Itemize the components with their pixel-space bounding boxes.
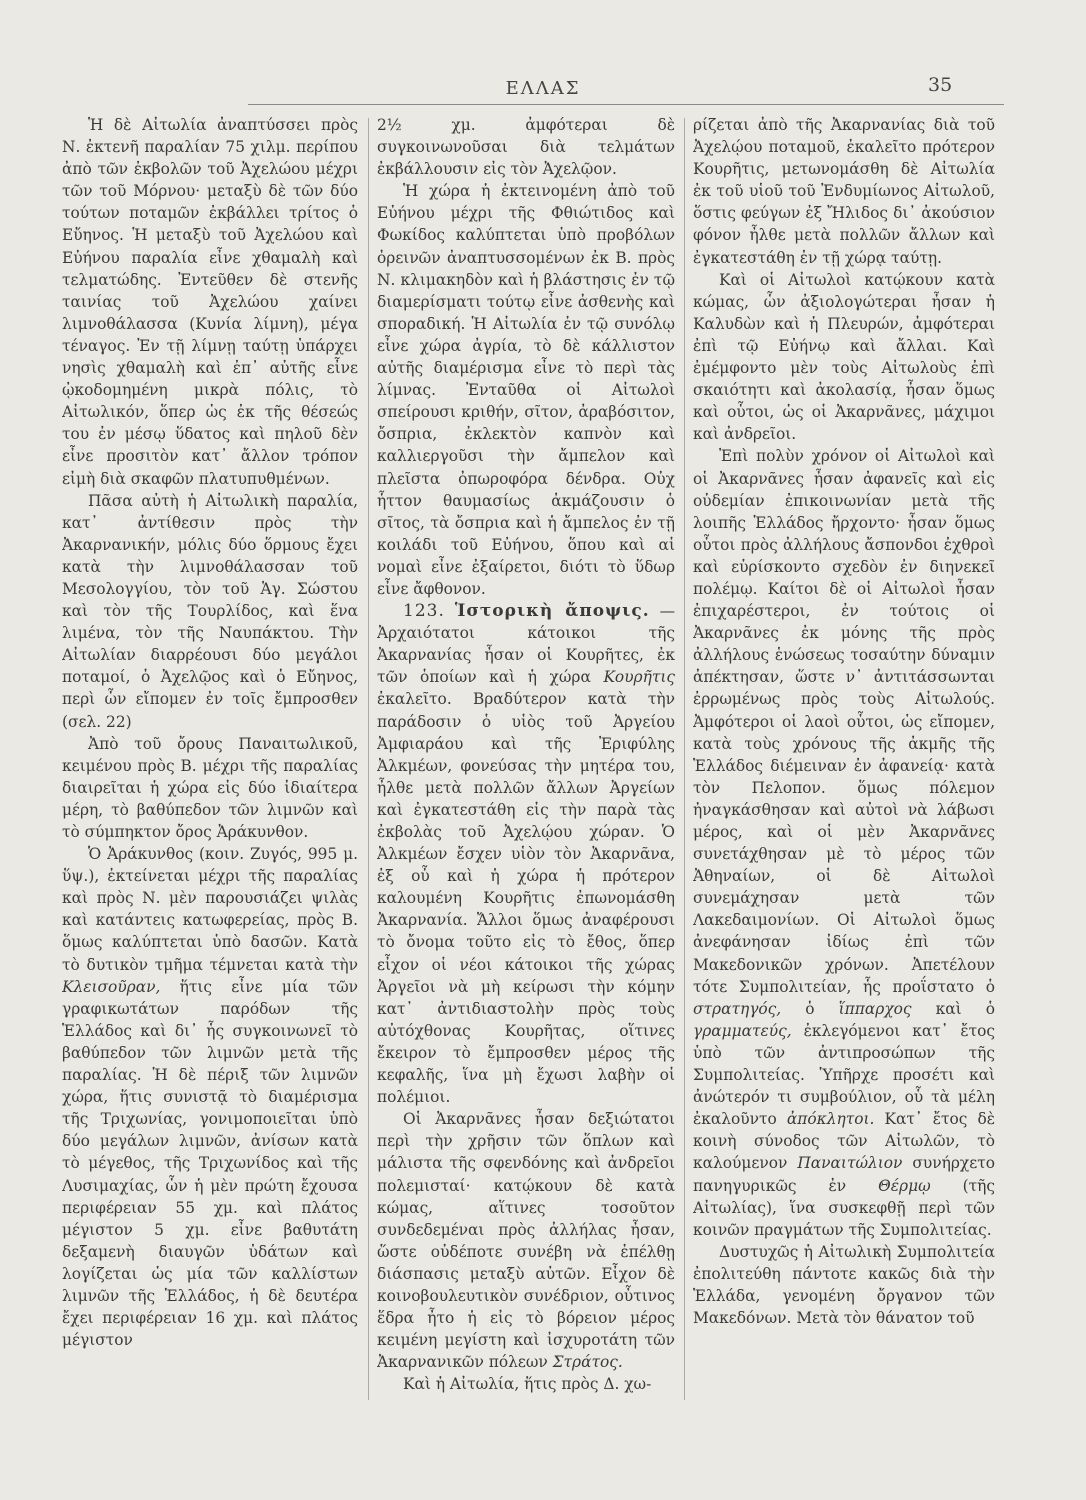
text-run: — Ἀρχαιότατοι κάτοικοι τῆς Ἀκαρνανίας ἦσαν οἱ Κουρῆτες, ἐκ τῶν ὁποίων καὶ ἡ χώρα (377, 602, 675, 687)
italic-term: Θέρμῳ (878, 1176, 931, 1195)
italic-term: Κουρῆτις (603, 668, 675, 687)
italic-term: στρατηγός, (693, 999, 782, 1018)
text-run: Ἐπὶ πολὺν χρόνον οἱ Αἰτωλοὶ καὶ οἱ Ἀκαρνᾶνες ἦσαν ἀφανεῖς καὶ εἰς οὐδεμίαν ἐπικοινωνίαν μετὰ τῆς λοιπῆς Ἑλλάδος ἤρχοντο· ἦσαν ὅμως οὗτοι πρὸς ἀλλήλους ἄσπονδοι ἐχθροὶ καὶ εὑρίσκοντο σχεδὸν ἐν διηνεκεῖ πολέμῳ. Καίτοι δὲ οἱ Αἰτωλοὶ ἦσαν ἐπιχαρέστεροι, ἐν τούτοις οἱ Ἀκαρνᾶνες ἐκ μόνης τῆς πρὸς ἀλλήλους ἑνώσεως τοσαύτην δύναμιν ἀπέκτησαν, ὥστε ν᾿ ἀντιτάσσωνται ἐρρωμένως πρὸς τοὺς Αἰτωλούς. Ἀμφότεροι οἱ λαοὶ οὗτοι, ὡς εἴπομεν, κατὰ τοὺς χρόνους τῆς ἀκμῆς τῆς Ἑλλάδος διέμειναν ἐν ἀφανείᾳ· κατὰ τὸν Πελοπον. ὅμως πόλεμον ἠναγκάσθησαν καὶ αὐτοὶ νὰ λάβωσι μέρος, καὶ οἱ μὲν Ἀκαρνᾶνες συνετάχθησαν μὲ τὸ μέρος τῶν Ἀθηναίων, οἱ δὲ Αἰτωλοὶ συνεμάχησαν μετὰ τῶν Λακεδαιμονίων. Οἱ Αἰτωλοὶ ὅμως ἀνεφάνησαν ἰδίως ἐπὶ τῶν Μακεδονικῶν χρόνων. Ἀπετέλουν τότε Συμπολιτείαν, ἧς προΐστατο ὁ (693, 447, 995, 996)
text-column-1 (62, 114, 358, 1414)
text-run: Κατ᾿ ἔτος δὲ κοινὴ σύνοδος τῶν Αἰτωλῶν, τὸ καλούμενον (693, 1110, 995, 1173)
section-number: 123. (403, 601, 445, 622)
text-run: ὁ (781, 999, 839, 1018)
paragraph: Καὶ ἡ Αἰτωλία, ἥτις πρὸς Δ. χω- (403, 1375, 652, 1394)
paragraph: Ἡ χώρα ἡ ἐκτεινομένη ἀπὸ τοῦ Εὐήνου μέχρι τῆς Φθιώτιδος καὶ Φωκίδος καλύπτεται ὑπὸ προβόλων ὀρεινῶν ἀναπτυσσομένων ἐκ Β. πρὸς Ν. κλιμακηδὸν καὶ ἡ βλάστησις ἐν τῷ διαμερίσματι τούτῳ εἶνε ἀσθενὴς καὶ σποραδική. Ἡ Αἰτωλία ἐν τῷ συνόλῳ εἶνε χώρα ἀγρία, τὸ δὲ κάλλιστον αὐτῆς διαμέρισμα εἶνε τὸ περὶ τὰς λίμνας. Ἐνταῦθα οἱ Αἰτωλοὶ σπείρουσι κριθήν, σῖτον, ἀραβόσιτον, ὄσπρια, ἐκλεκτὸν καπνὸν καὶ καλλιεργοῦσι τὴν ἄμπελον καὶ πλεῖστα ὀπωροφόρα δένδρα. Οὐχ ἧττον θαυμασίως ἀκμάζουσιν ὁ σῖτος, τὰ ὄσπρια καὶ ἡ ἄμπελος ἐν τῇ κοιλάδι τοῦ Εὐήνου, ὅπου καὶ αἱ νομαὶ εἶνε ἐξαίρετοι, διότι τὸ ὕδωρ εἶνε ἄφθονον. (377, 182, 675, 598)
text-run: (τῆς Αἰτωλίας), ἵνα συσκεφθῇ περὶ τῶν κοινῶν πραγμάτων τῆς Συμπολιτείας. (693, 1176, 995, 1239)
text-run: ἥτις εἶνε μία τῶν γραφικωτάτων παρόδων τῆς Ἑλλάδος καὶ δι᾿ ἧς συγκοινωνεῖ τὸ βαθύπεδον τῶν λιμνῶν μετὰ τῆς παραλίας. Ἡ δὲ πέριξ τῶν λιμνῶν χώρα, ἥτις συνιστᾷ τὸ διαμέρισμα τῆς Τριχωνίας, γονιμοποιεῖται ὑπὸ δύο μεγάλων λιμνῶν, ἀνίσων κατὰ τὸ μέγεθος, τῆς Τριχωνίδος καὶ τῆς Λυσιμαχίας, ὧν ἡ μὲν πρώτη ἔχουσα περιφέρειαν 55 χμ. καὶ πλάτος μέγιστον 5 χμ. εἶνε βαθυτάτη δεξαμενὴ διαυγῶν ὑδάτων καὶ λογίζεται ὡς μία τῶν καλλίστων λιμνῶν τῆς Ἑλλάδος, ἡ δὲ δευτέρα ἔχει περιφέρειαν 16 χμ. καὶ πλάτος μέγιστον (62, 977, 358, 1350)
paragraph: 2½ χμ. ἀμφότεραι δὲ συγκοινωνοῦσαι διὰ τελμάτων ἐκβάλλουσιν εἰς τὸν Ἀχελῷον. (377, 116, 675, 179)
paragraph (377, 1108, 675, 1373)
italic-term: Κλεισοῦραν, (62, 977, 161, 996)
paragraph: Ἀπὸ τοῦ ὄρους Παναιτωλικοῦ, κειμένου πρὸς Β. μέχρι τῆς παραλίας διαιρεῖται ἡ χώρα εἰς δύο ἰδιαίτερα μέρη, τὸ βαθύπεδον τῶν λιμνῶν καὶ τὸ σύμπηκτον ὄρος Ἀράκυνθον. (62, 734, 358, 841)
paragraph: ρίζεται ἀπὸ τῆς Ἀκαρνανίας διὰ τοῦ Ἀχελῴου ποταμοῦ, ἐκαλεῖτο πρότερον Κουρῆτις, μετωνομάσθη δὲ Αἰτωλία ἐκ τοῦ υἱοῦ τοῦ Ἐνδυμίωνος Αἰτωλοῦ, ὅστις φεύγων ἐξ Ἤλιδος δι᾿ ἀκούσιον φόνον ἦλθε μετὰ πολλῶν ἄλλων καὶ ἐγκατεστάθη ἐν τῇ χώρᾳ ταύτῃ. (693, 116, 995, 267)
text-column-3 (693, 114, 995, 1414)
italic-term: Στράτος. (552, 1353, 623, 1372)
section-title: Ἱστορικὴ ἄποψις. (454, 601, 650, 622)
paragraph (693, 445, 995, 1240)
column-divider (684, 118, 685, 1400)
running-head: ΕΛΛΑΣ (505, 78, 581, 99)
text-column-2 (377, 114, 675, 1414)
paragraph (62, 843, 358, 1351)
page-number: 35 (928, 74, 953, 96)
text-run: Ὁ Ἀράκυνθος (κοιν. Ζυγός, 995 μ. ὕψ.), ἐκτείνεται μέχρι τῆς παραλίας καὶ πρὸς Ν. μὲν παρουσιάζει ψιλὰς καὶ κατάντεις κατωφερείας, πρὸς Β. ὅμως καλύπτεται ὑπὸ δασῶν. Κατὰ τὸ δυτικὸν τμῆμα τέμνεται κατὰ τὴν (62, 845, 358, 974)
italic-term: ἀπόκλητοι. (786, 1110, 875, 1129)
paragraph (377, 600, 675, 1108)
header-rule (248, 104, 1004, 105)
column-divider (368, 118, 369, 1400)
text-run: καὶ ὁ (911, 999, 995, 1018)
text-run: Οἱ Ἀκαρνᾶνες ἦσαν δεξιώτατοι περὶ τὴν χρῆσιν τῶν ὅπλων καὶ μάλιστα τῆς σφενδόνης καὶ ἀνδρεῖοι πολεμισταί· κατῴκουν δὲ κατὰ κώμας, αἵτινες τοσοῦτον συνδεδεμέναι πρὸς ἀλλήλας ἦσαν, ὥστε οὐδέποτε συνέβη νὰ ἐπέλθῃ διάσπασις μεταξὺ αὐτῶν. Εἶχον δὲ κοινοβουλευτικὸν συνέδριον, οὗτινος ἕδρα ἦτο ἡ εἰς τὸ βόρειον μέρος κειμένη μεγίστη καὶ ἰσχυροτάτη τῶν Ἀκαρνανικῶν πόλεων (377, 1110, 675, 1372)
text-run: ἐκαλεῖτο. Βραδύτερον κατὰ τὴν παράδοσιν ὁ υἱὸς τοῦ Ἀργείου Ἀμφιαράου καὶ τῆς Ἐριφύλης Ἀλκμέων, φονεύσας τὴν μητέρα του, ἦλθε μετὰ πολλῶν ἄλλων Ἀργείων καὶ ἐγκατεστάθη εἰς τὴν παρὰ τὰς ἐκβολὰς τοῦ Ἀχελῴου χώραν. Ὁ Ἀλκμέων ἔσχεν υἱὸν τὸν Ἀκαρνᾶνα, ἐξ οὗ καὶ ἡ χώρα ἡ πρότερον καλουμένη Κουρῆτις ἐπωνομάσθη Ἀκαρνανία. Ἄλλοι ὅμως ἀναφέρουσι τὸ ὄνομα τοῦτο εἰς τὸ ἔθος, ὅπερ εἶχον οἱ νέοι κάτοικοι τῆς χώρας Ἀργεῖοι νὰ μὴ κείρωσι τὴν κόμην κατ᾿ ἀντιδιαστολὴν πρὸς τοὺς αὐτόχθονας Κουρῆτας, οἵτινες ἔκειρον τὸ ἔμπροσθεν μέρος τῆς κεφαλῆς, ἵνα μὴ ἔχωσι λαβὴν οἱ πολέμιοι. (377, 690, 675, 1107)
italic-term: ἵππαρχος (838, 999, 912, 1018)
paragraph: Πᾶσα αὐτὴ ἡ Αἰτωλικὴ παραλία, κατ᾿ ἀντίθεσιν πρὸς τὴν Ἀκαρνανικήν, μόλις δύο ὅρμους ἔχει κατὰ τὴν λιμνοθάλασσαν τοῦ Μεσολογγίου, τὸν τοῦ Ἁγ. Σώστου καὶ τὸν τῆς Τουρλίδος, καὶ ἕνα λιμένα, τὸν τῆς Ναυπάκτου. Τὴν Αἰτωλίαν διαρρέουσι δύο μεγάλοι ποταμοί, ὁ Ἀχελῷος καὶ ὁ Εὔηνος, περὶ ὧν εἴπομεν ἐν τοῖς ἔμπροσθεν (σελ. 22) (62, 491, 358, 731)
paragraph: Ἡ δὲ Αἰτωλία ἀναπτύσσει πρὸς Ν. ἐκτενῆ παραλίαν 75 χιλμ. περίπου ἀπὸ τῶν ἐκβολῶν τοῦ Ἀχελώου μέχρι τῶν τοῦ Μόρνου· μεταξὺ δὲ τῶν δύο τούτων ποταμῶν ἐκβάλλει τρίτος ὁ Εὔηνος. Ἡ μεταξὺ τοῦ Ἀχελώου καὶ Εὐήνου παραλία εἶνε χθαμαλὴ καὶ τελματώδης. Ἐντεῦθεν δὲ στενῆς ταινίας τοῦ Ἀχελώου χαίνει λιμνοθάλασσα (Κυνία λίμνη), μέγα τέναγος. Ἐν τῇ λίμνῃ ταύτῃ ὑπάρχει νησὶς χθαμαλὴ καὶ ἐπ᾿ αὐτῆς εἶνε ᾠκοδομημένη μικρὰ πόλις, τὸ Αἰτωλικόν, ὅπερ ὡς ἐκ τῆς θέσεώς του ἐν μέσῳ ὕδατος καὶ πηλοῦ δὲν εἶνε προσιτὸν κατ᾿ ἄλλον τρόπον εἰμὴ διὰ σκαφῶν πλατυπυθμένων. (62, 116, 358, 488)
paragraph: Δυστυχῶς ἡ Αἰτωλικὴ Συμπολιτεία ἐπολιτεύθη πάντοτε κακῶς διὰ τὴν Ἑλλάδα, γενομένη ὄργανον τῶν Μακεδόνων. Μετὰ τὸν θάνατον τοῦ (693, 1242, 995, 1328)
text-run: συνήρχετο πανηγυρικῶς ἐν (693, 1154, 995, 1195)
italic-term: γραμματεύς, (693, 1021, 792, 1040)
paragraph: Καὶ οἱ Αἰτωλοὶ κατῴκουν κατὰ κώμας, ὧν ἀξιολογώτεραι ἦσαν ἡ Καλυδὼν καὶ ἡ Πλευρών, ἀμφότεραι ἐπὶ τῷ Εὐήνῳ καὶ ἄλλαι. Καὶ ἐμέμφοντο μὲν τοὺς Αἰτωλοὺς ἐπὶ σκαιότητι καὶ ἀκολασίᾳ, ἦσαν ὅμως καὶ οὗτοι, ὡς οἱ Ἀκαρνᾶνες, μάχιμοι καὶ ἀνδρεῖοι. (693, 270, 995, 444)
text-run: ἐκλεγόμενοι κατ᾿ ἔτος ὑπὸ τῶν ἀντιπροσώπων τῆς Συμπολιτείας. Ὑπῆρχε προσέτι καὶ ἀνώτερόν τι συμβούλιον, οὗ τὰ μέλη ἐκαλοῦντο (693, 1021, 995, 1129)
italic-term: Παναιτώλιον (797, 1154, 903, 1173)
